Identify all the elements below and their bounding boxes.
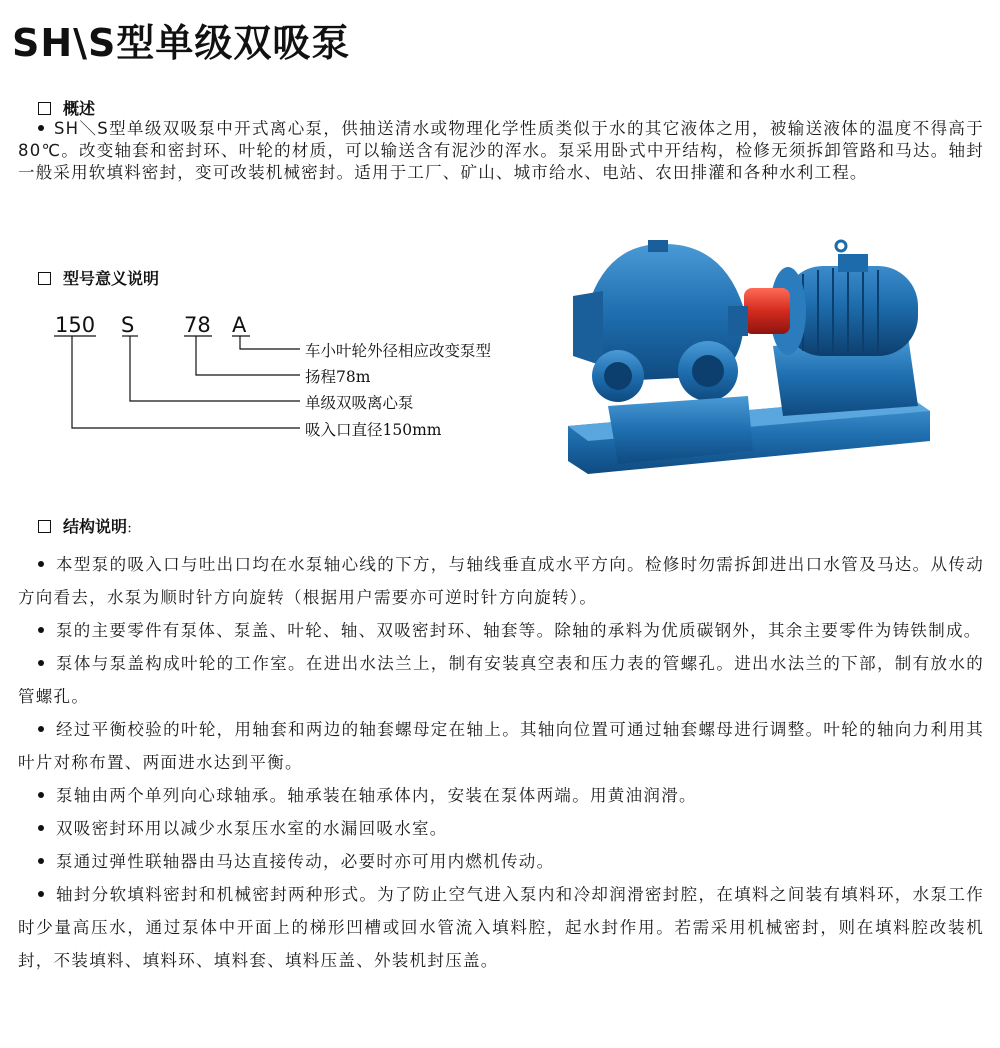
list-item: 双吸密封环用以减少水泵压水室的水漏回吸水室。 — [18, 812, 984, 845]
bullet-icon — [38, 825, 44, 831]
list-item: 泵体与泵盖构成叶轮的工作室。在进出水法兰上，制有安装真空表和压力表的管螺孔。进出水法兰的下部，制有放水的管螺孔。 — [18, 654, 984, 706]
bullet-icon — [38, 561, 44, 567]
model-code-type: S — [121, 313, 135, 337]
bullet-icon — [38, 792, 44, 798]
page-title: SH\S型单级双吸泵 — [12, 21, 351, 65]
model-code-diameter: 150 — [55, 313, 96, 337]
overview-heading: 概述 — [38, 96, 95, 119]
overview-text: SH＼S型单级双吸泵中开式离心泵，供抽送清水或物理化学性质类似于水的其它液体之用，被输送液体的温度不得高于80℃。改变轴套和密封环、叶轮的材质，可以输送含有泥沙的浑水。泵采用卧式中开结构，检修无须拆卸管路和马达。轴封一般采用软填料密封，变可改装机械密封。适用于工厂、矿山、城市给水、电站、农田排灌和各种水利工程。 — [18, 119, 984, 182]
list-item: 轴封分软填料密封和机械密封两种形式。为了防止空气进入泵内和冷却润滑密封腔，在填料之间装有填料环，水泵工作时少量高压水，通过泵体中开面上的梯形凹槽或回水管流入填料腔，起水封作用。若需采用机械密封，则在填料腔改装机封，不装填料、填料环、填料套、填料压盖、外装机封压盖。 — [18, 885, 984, 970]
bullet-icon — [38, 660, 44, 666]
bullet-icon — [38, 125, 44, 131]
structure-list — [18, 548, 984, 977]
bullet-icon — [38, 627, 44, 633]
checkbox-square-icon — [38, 520, 51, 533]
model-code-variant: A — [232, 313, 247, 337]
legend-variant: 车小叶轮外径相应改变泵型 — [305, 342, 492, 360]
checkbox-square-icon — [38, 272, 51, 285]
list-item: 本型泵的吸入口与吐出口均在水泵轴心线的下方，与轴线垂直成水平方向。检修时勿需拆卸进出口水管及马达。从传动方向看去，水泵为顺时针方向旋转（根据用户需要亦可逆时针方向旋转）。 — [18, 555, 984, 607]
bullet-icon — [38, 726, 44, 732]
model-connector-lines — [0, 330, 320, 440]
legend-type: 单级双吸离心泵 — [305, 394, 414, 412]
model-meaning-heading: 型号意义说明 — [38, 266, 159, 289]
pump-image — [548, 236, 940, 478]
legend-diameter: 吸入口直径150mm — [305, 421, 442, 439]
list-item: 泵的主要零件有泵体、泵盖、叶轮、轴、双吸密封环、轴套等。除轴的承料为优质碳钢外，其余主要零件为铸铁制成。 — [18, 614, 984, 647]
list-item: 泵轴由两个单列向心球轴承。轴承装在轴承体内，安装在泵体两端。用黄油润滑。 — [18, 779, 984, 812]
model-code-head: 78 — [184, 313, 211, 337]
checkbox-square-icon — [38, 102, 51, 115]
list-item: 泵通过弹性联轴器由马达直接传动，必要时亦可用内燃机传动。 — [18, 845, 984, 878]
legend-head: 扬程78m — [305, 368, 371, 386]
list-item: 经过平衡校验的叶轮，用轴套和两边的轴套螺母定在轴上。其轴向位置可通过轴套螺母进行调整。叶轮的轴向力利用其叶片对称布置、两面进水达到平衡。 — [18, 720, 984, 772]
bullet-icon — [38, 858, 44, 864]
structure-heading: 结构说明： — [38, 514, 138, 537]
bullet-icon — [38, 891, 44, 897]
